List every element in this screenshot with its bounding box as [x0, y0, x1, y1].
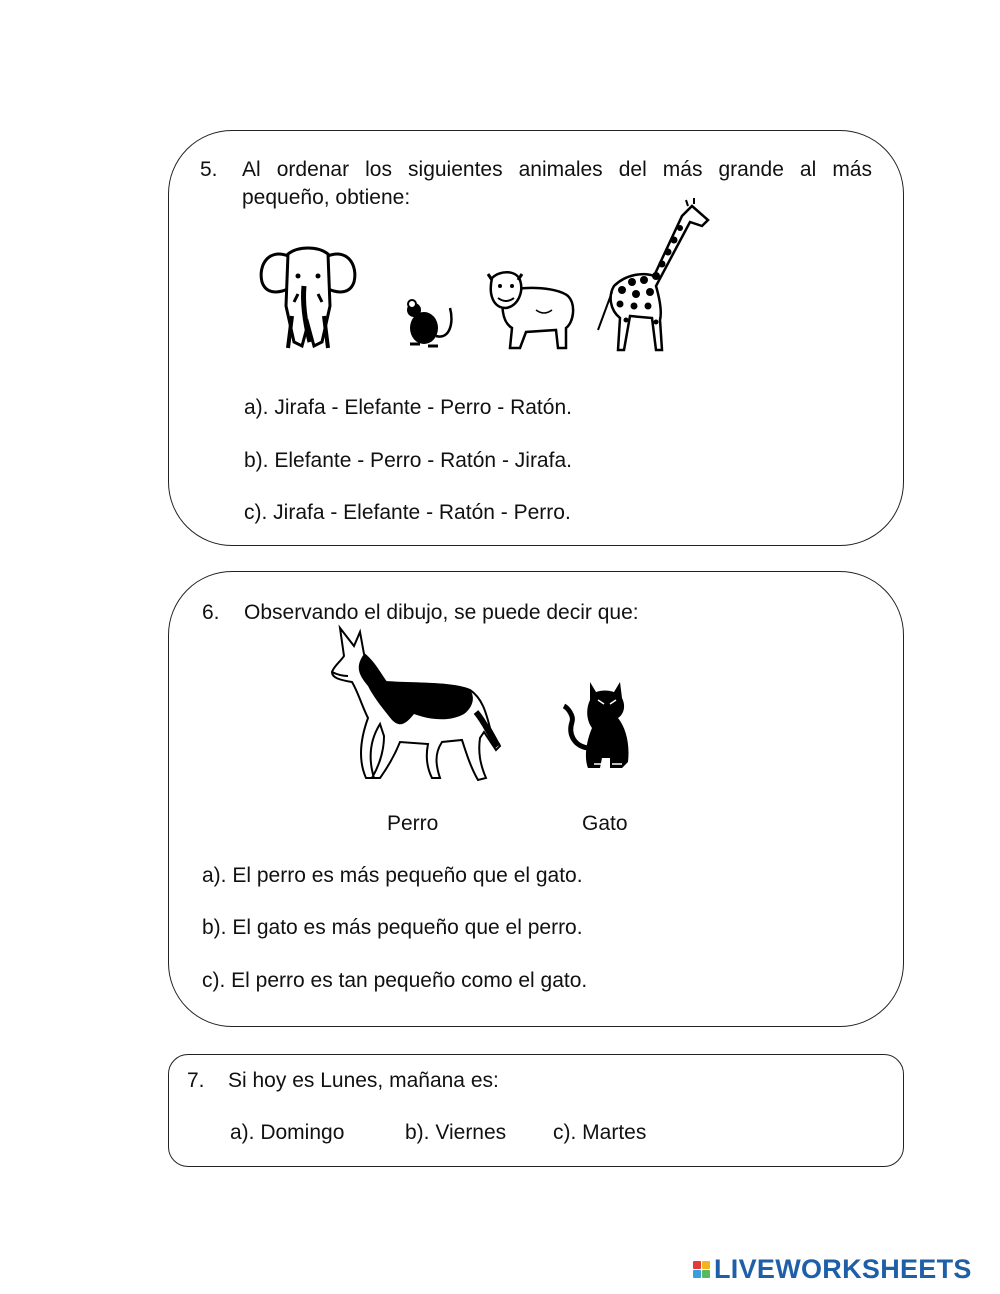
bulldog-image: [486, 270, 578, 352]
question-5-text: Al ordenar los siguientes animales del más grande al más pequeño, obtiene:: [242, 158, 872, 209]
question-5-number: 5.: [200, 158, 218, 181]
question-7-number: 7.: [187, 1069, 205, 1092]
cat-label: Gato: [582, 812, 628, 835]
question-6-number: 6.: [202, 601, 220, 624]
question-5-option-c[interactable]: c). Jirafa - Elefante - Ratón - Perro.: [244, 501, 571, 524]
liveworksheets-logo: [693, 1256, 972, 1282]
question-6-box: [168, 571, 904, 1027]
question-6-option-c[interactable]: c). El perro es tan pequeño como el gato.: [202, 969, 588, 992]
giraffe-image: [590, 200, 714, 352]
question-6-option-b[interactable]: b). El gato es más pequeño que el perro.: [202, 916, 583, 939]
question-7-text: Si hoy es Lunes, mañana es:: [228, 1069, 499, 1092]
question-5-option-a[interactable]: a). Jirafa - Elefante - Perro - Ratón.: [244, 396, 572, 419]
question-7-option-a[interactable]: a). Domingo: [230, 1121, 345, 1144]
dog-label: Perro: [387, 812, 439, 835]
mouse-image: [400, 298, 460, 350]
dog-image: [330, 628, 502, 784]
question-7-option-c[interactable]: c). Martes: [553, 1121, 647, 1144]
question-5-option-b[interactable]: b). Elefante - Perro - Ratón - Jirafa.: [244, 449, 572, 472]
logo-tiles-icon: [693, 1261, 710, 1278]
elephant-image: [258, 246, 358, 352]
question-6-text: Observando el dibujo, se puede decir que:: [244, 601, 639, 624]
cat-image: [564, 678, 634, 770]
question-6-option-a[interactable]: a). El perro es más pequeño que el gato.: [202, 864, 583, 887]
question-7-option-b[interactable]: b). Viernes: [405, 1121, 507, 1144]
logo-text: LIVEWORKSHEETS: [714, 1254, 972, 1284]
